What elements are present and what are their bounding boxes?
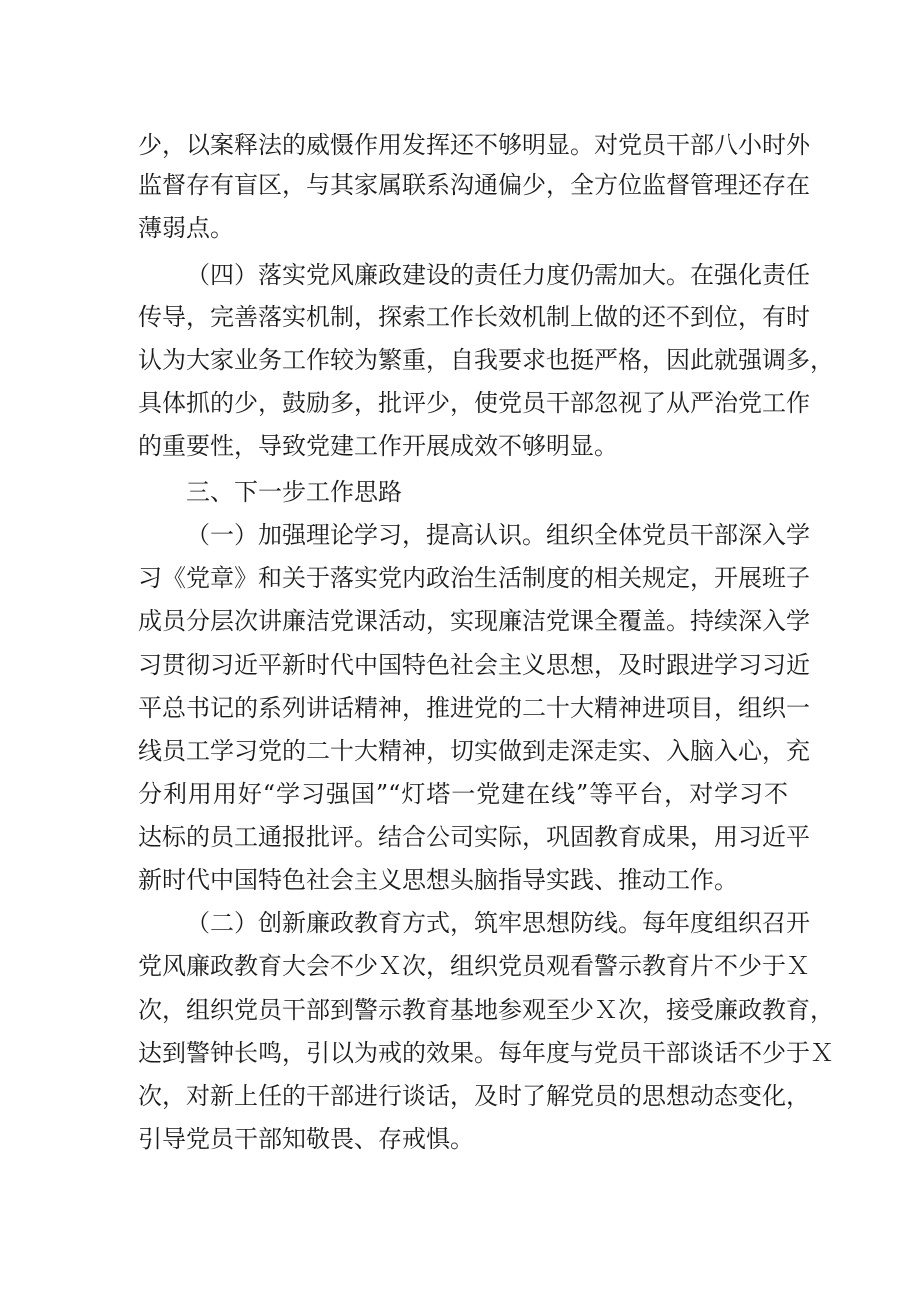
text-line: 具体抓的少，鼓励多，批评少，使党员干部忽视了从严治党工作 [138,389,810,417]
text-line: 达标的员工通报批评。结合公司实际，巩固教育成果，用习近平 [138,823,810,851]
text-line: 平总书记的系列讲话精神，推进党的二十大精神进项目，组织一 [138,694,810,722]
text-line: （二）创新廉政教育方式，筑牢思想防线。每年度组织召开 [186,909,810,937]
text-line: （四）落实党风廉政建设的责任力度仍需加大。在强化责任 [186,261,810,289]
text-line: 次，组织党员干部到警示教育基地参观至少Ｘ次，接受廉政教育， [138,996,834,1024]
text-line: 次，对新上任的干部进行谈话，及时了解党员的思想动态变化， [138,1082,810,1110]
text-line: 达到警钟长鸣，引以为戒的效果。每年度与党员干部谈话不少于Ｘ [138,1039,834,1067]
text-line: 习贯彻习近平新时代中国特色社会主义思想，及时跟进学习习近 [138,651,810,679]
text-line: 习《党章》和关于落实党内政治生活制度的相关规定，开展班子 [138,564,810,592]
text-line: 传导，完善落实机制，探索工作长效机制上做的还不到位，有时 [138,303,810,331]
text-line: （一）加强理论学习，提高认识。组织全体党员干部深入学 [186,521,810,549]
text-line: 薄弱点。 [138,214,234,242]
text-line: 线员工学习党的二十大精神，切实做到走深走实、入脑入心，充 [138,737,810,765]
text-line: 党风廉政教育大会不少Ｘ次，组织党员观看警示教育片不少于Ｘ [138,952,810,980]
text-line: 分利用用好“学习强国”“灯塔一党建在线”等平台，对学习不 [138,780,788,808]
text-line: 新时代中国特色社会主义思想头脑指导实践、推动工作。 [138,866,738,894]
text-line: 监督存有盲区，与其家属联系沟通偏少，全方位监督管理还存在 [138,171,810,199]
text-line: 认为大家业务工作较为繁重，自我要求也挺严格，因此就强调多， [138,346,834,374]
text-line: 少，以案释法的威慑作用发挥还不够明显。对党员干部八小时外 [138,131,810,159]
section-heading: 三、下一步工作思路 [186,478,402,506]
text-line: 的重要性，导致党建工作开展成效不够明显。 [138,432,618,460]
text-line: 成员分层次讲廉洁党课活动，实现廉洁党课全覆盖。持续深入学 [138,607,810,635]
text-line: 引导党员干部知敬畏、存戒惧。 [138,1125,474,1153]
